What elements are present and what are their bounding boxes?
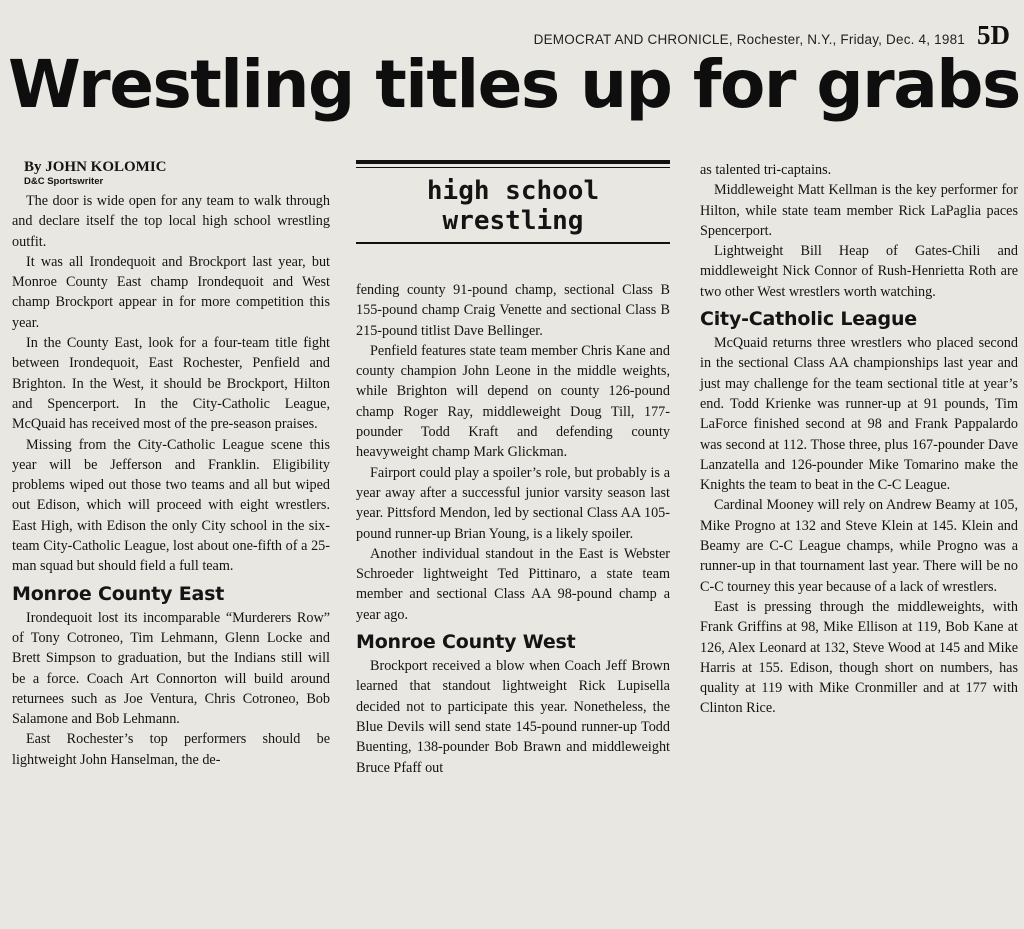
- article-column-1: [12, 158, 330, 770]
- folio-text: DEMOCRAT AND CHRONICLE, Rochester, N.Y., Friday, Dec. 4, 1981: [533, 32, 965, 47]
- paragraph: Lightweight Bill Heap of Gates-Chili and middleweight Nick Connor of Rush-Henrietta Roth are two other West wrestlers worth watching.: [700, 243, 1018, 300]
- signature-line-2: wrestling: [442, 206, 584, 236]
- article-column-2: [356, 160, 670, 778]
- paragraph: Cardinal Mooney will rely on Andrew Beamy at 105, Mike Progno at 132 and Steve Klein at 145. Klein and Beamy are C-C League champs, while Progno was a runner-up in that tournament last year. There will be no C-C tourney this year because of a lack of wrestlers.: [700, 497, 1018, 595]
- paragraph: East is pressing through the middleweights, with Frank Griffins at 98, Mike Ellison at 119, Bob Kane at 126, Alex Leonard at 132, Steve Wood at 145 and Mike Harris at 155. Edison, though short on numbers, has quality at 119 with Mike Cronmiller and at 177 with Clinton Rice.: [700, 598, 1018, 717]
- byline: By JOHN KOLOMIC: [24, 159, 167, 175]
- paragraph: Brockport received a blow when Coach Jeff Brown learned that standout lightweight Rick Lupisella decided not to participate this year. Nonetheless, the Blue Devils will send state 145-pound runner-up Todd Buenting, 138-pounder Bob Brawn and middleweight Bruce Pfaff out: [356, 658, 670, 776]
- signature-text: [356, 168, 670, 240]
- subhead-monroe-county-east: Monroe County East: [12, 582, 225, 605]
- signature-rule-thick: [356, 160, 670, 164]
- paragraph: In the County East, look for a four-team title fight between Irondequoit, East Rochester, Penfield and Brighton. In the West, it should be Brockport, Hilton and Spencerport. In the City-Catholic League, McQuaid has received most of the pre-season praises.: [12, 335, 330, 433]
- paragraph: Irondequoit lost its incomparable “Murderers Row” of Tony Cotroneo, Tim Lehmann, Glenn Locke and Brett Simpson to graduation, but the Indians still will be a force. Coach Art Connorton will build around returnees such as Joe Ventura, Chris Cotroneo, Bob Salamone and Bob Lehmann.: [12, 609, 330, 728]
- paragraph: East Rochester’s top performers should be lightweight John Hanselman, the de-: [12, 731, 330, 768]
- signature-line-1: high school: [426, 176, 600, 206]
- subhead-monroe-county-west: Monroe County West: [356, 631, 576, 654]
- page-number: 5D: [977, 20, 1010, 50]
- paragraph: Missing from the City-Catholic League scene this year will be Jefferson and Franklin. Eligibility problems wiped out those two teams and all but wiped out Edison, which will proceed with eight wrestlers. East High, with Edison the only City school in the six-team City-Catholic League, lost about one-fifth of a 25-man squad but should field a full team.: [12, 436, 330, 575]
- section-signature: [356, 160, 670, 244]
- subhead-city-catholic-league: City-Catholic League: [700, 308, 917, 331]
- paragraph: fending county 91-pound champ, sectional Class B 155-pound champ Craig Venette and sectional Class B 215-pound titlist Dave Bellinger.: [356, 282, 670, 339]
- signature-rule-bottom: [356, 242, 670, 244]
- byline-title: D&C Sportswriter: [24, 176, 104, 187]
- paragraph: Fairport could play a spoiler’s role, but probably is a year away after a successful junior varsity season last year. Pittsford Mendon, led by sectional Class AA 105-pound runner-up Brian Young, is a likely spoiler.: [356, 464, 670, 542]
- paragraph: Another individual standout in the East is Webster Schroeder lightweight Ted Pittinaro, a state team member and sectional Class AA 98-pound champ a year ago.: [356, 545, 670, 623]
- paragraph: McQuaid returns three wrestlers who placed second in the sectional Class AA championships last year and just may challenge for the team sectional title at year’s end. Todd Krienke was runner-up at 91 pounds, Tim LaForce finished second at 98 and Frank Pappalardo was second at 112. Those three, plus 167-pounder Dave Lanzatella and 126-pounder Mike Tomarino make the Knights the team to beat in the C-C League.: [700, 335, 1018, 494]
- paragraph: It was all Irondequoit and Brockport last year, but Monroe County East champ Irondequoit and West champ Brockport appear in for more competition this year.: [12, 253, 330, 331]
- paragraph: as talented tri-captains.: [700, 162, 832, 178]
- paragraph: The door is wide open for any team to walk through and declare itself the top local high school wrestling outfit.: [12, 193, 330, 250]
- article-column-3: [700, 160, 1018, 719]
- headline: Wrestling titles up for grabs: [8, 46, 1020, 123]
- column-2-body: [356, 280, 670, 778]
- paragraph: Penfield features state team member Chris Kane and county champion John Leone in the middle weights, while Brighton will depend on county 126-pound champ Roger Ray, middleweight Doug Till, 177-pounder Todd Kraft and defending county heavyweight champ Mark Glickman.: [356, 342, 670, 461]
- paragraph: Middleweight Matt Kellman is the key performer for Hilton, while state team member Rick LaPaglia paces Spencerport.: [700, 182, 1018, 239]
